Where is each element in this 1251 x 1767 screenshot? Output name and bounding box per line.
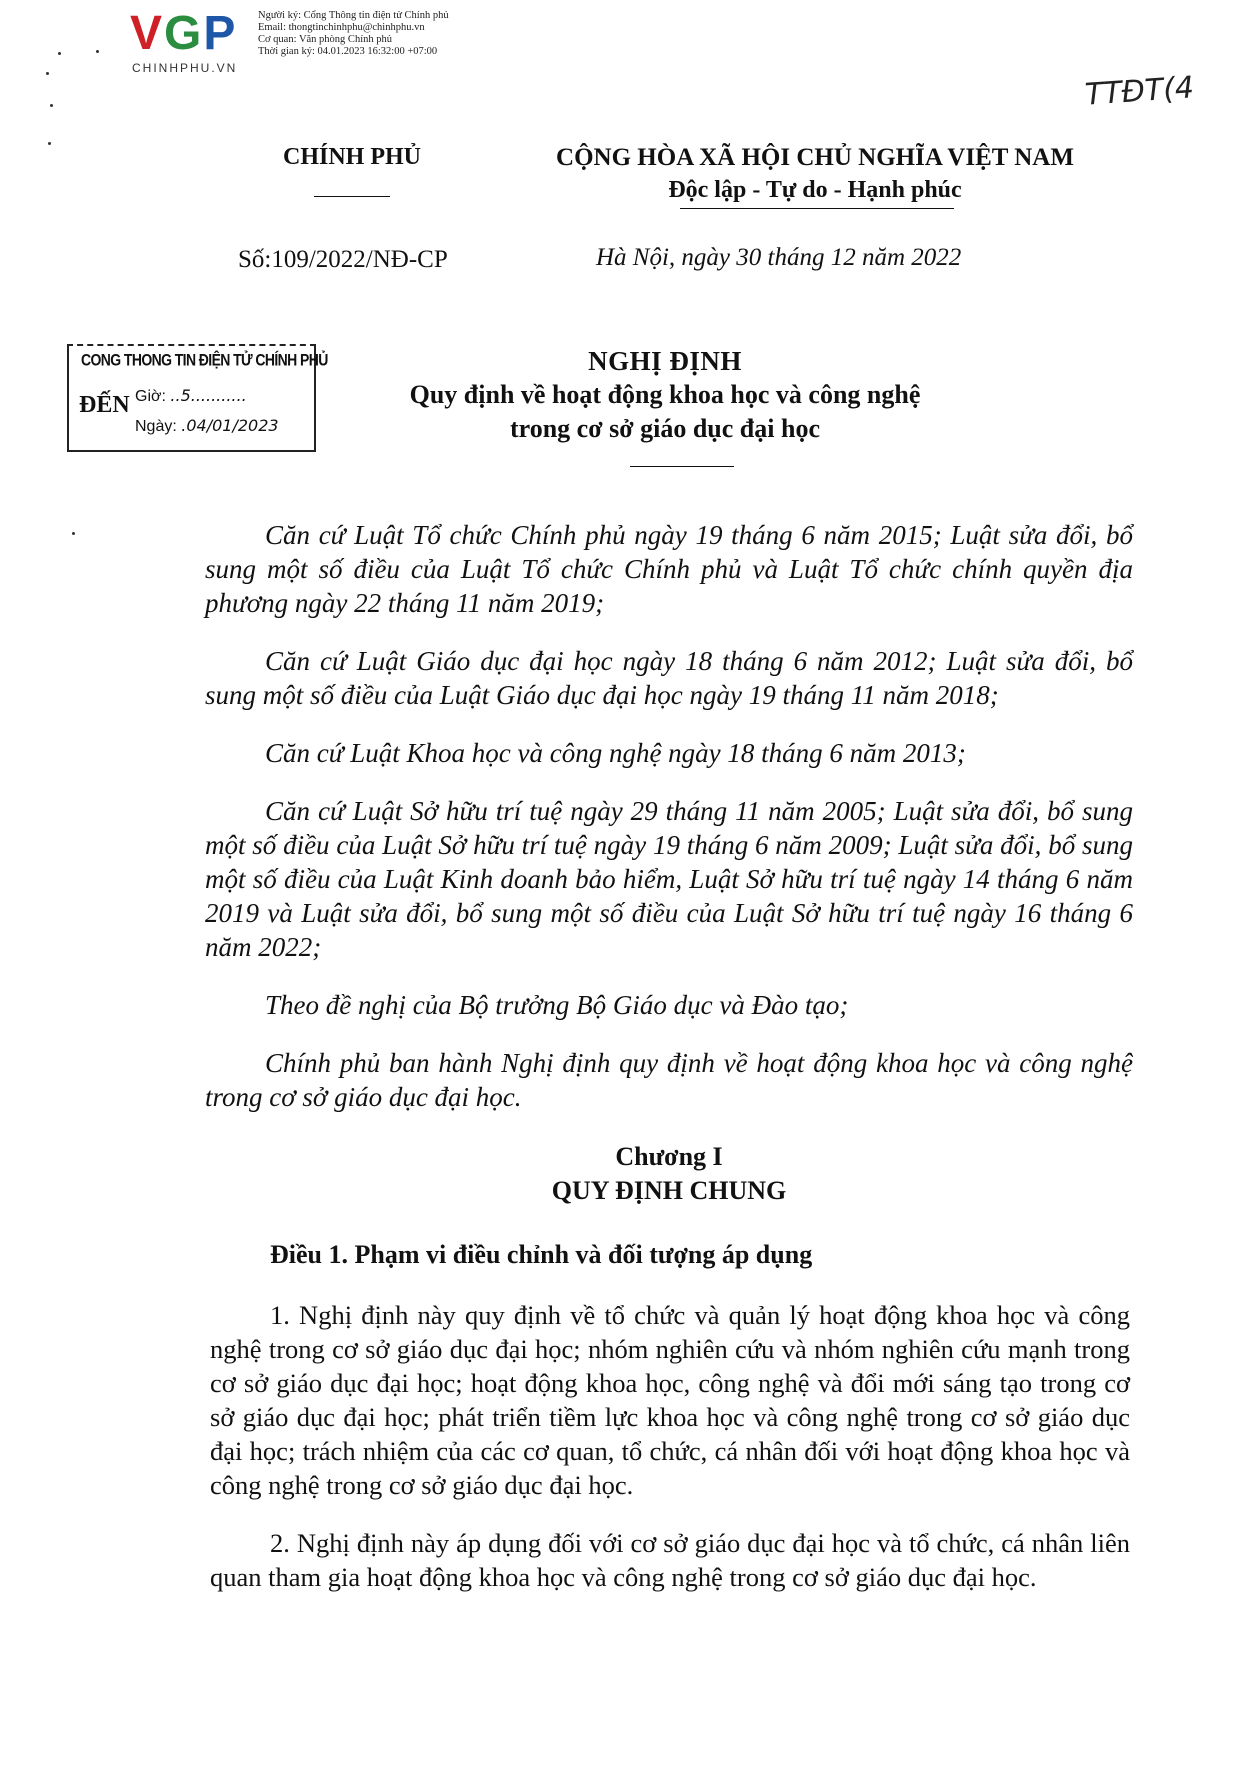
- received-stamp: [67, 344, 328, 452]
- chapter-label: Chương I: [615, 1142, 723, 1171]
- preamble-paragraph: Căn cứ Luật Tổ chức Chính phủ ngày 19 tháng 6 năm 2015; Luật sửa đổi, bổ sung một số điều của Luật Tổ chức Chính phủ và Luật Tổ chức chính quyền địa phương ngày 22 tháng 11 năm 2019;: [205, 520, 1133, 618]
- title-line-2: trong cơ sở giáo dục đại học: [509, 414, 820, 443]
- preamble-paragraph: Căn cứ Luật Sở hữu trí tuệ ngày 29 tháng 11 năm 2005; Luật sửa đổi, bổ sung một số điều của Luật Sở hữu trí tuệ ngày 19 tháng 6 năm 2009; Luật sửa đổi, bổ sung một số điều của Luật Kinh doanh bảo hiểm, Luật Sở hữu trí tuệ ngày 14 tháng 6 năm 2019 và Luật sửa đổi, bổ sung một số điều của Luật Sở hữu trí tuệ ngày 16 tháng 6 năm 2022;: [205, 796, 1133, 962]
- stamp-date-row: [135, 416, 279, 436]
- vgp-logo-p: P: [203, 7, 238, 60]
- stamp-org: CONG THONG TIN ĐIỆN TỬ CHÍNH PHỦ: [81, 350, 328, 370]
- digital-signature: [258, 10, 449, 58]
- signature-time: Thời gian ký: 04.01.2023 16:32:00 +07:00: [258, 46, 438, 57]
- stamp-date-value: .04/01/2023: [181, 416, 279, 435]
- vgp-logo-v: V: [130, 7, 165, 60]
- document-title: [360, 344, 970, 446]
- title-line-1: Quy định về hoạt động khoa học và công nghệ: [409, 380, 921, 409]
- vgp-logo: [130, 6, 237, 62]
- preamble: [205, 518, 1133, 1138]
- scan-speck: [46, 72, 49, 75]
- issuer-underline: [314, 196, 390, 197]
- scan-speck: [50, 104, 53, 107]
- national-heading: [520, 142, 1110, 206]
- article-clause: 2. Nghị định này áp dụng đối với cơ sở giáo dục đại học và tổ chức, cá nhân liên quan tham gia hoạt động khoa học và công nghệ trong cơ sở giáo dục đại học.: [210, 1528, 1130, 1592]
- logo-site: CHINHPHU.VN: [132, 61, 238, 75]
- doc-type: NGHỊ ĐỊNH: [588, 346, 742, 376]
- scan-speck: [96, 50, 99, 53]
- place-date: Hà Nội, ngày 30 tháng 12 năm 2022: [596, 244, 962, 271]
- article-heading: Điều 1. Phạm vi điều chỉnh và đối tượng áp dụng: [270, 1240, 813, 1269]
- chapter-name: QUY ĐỊNH CHUNG: [551, 1176, 787, 1205]
- stamp-time-row: [135, 386, 247, 406]
- chapter-heading: [205, 1140, 1133, 1208]
- preamble-paragraph: Căn cứ Luật Giáo dục đại học ngày 18 tháng 6 năm 2012; Luật sửa đổi, bổ sung một số điều của Luật Giáo dục đại học ngày 19 tháng 11 năm 2018;: [205, 646, 1133, 710]
- preamble-paragraph: Căn cứ Luật Khoa học và công nghệ ngày 18 tháng 6 năm 2013;: [265, 738, 966, 768]
- document-number: Số:109/2022/NĐ-CP: [238, 246, 448, 273]
- article-body: [210, 1298, 1130, 1618]
- signature-agency: Cơ quan: Văn phòng Chính phủ: [258, 34, 392, 45]
- scan-speck: [58, 52, 61, 55]
- preamble-paragraph: Chính phủ ban hành Nghị định quy định về hoạt động khoa học và công nghệ trong cơ sở giáo dục đại học.: [205, 1048, 1133, 1112]
- stamp-date-label: Ngày:: [135, 418, 177, 435]
- preamble-paragraph: Theo đề nghị của Bộ trưởng Bộ Giáo dục và Đào tạo;: [265, 990, 849, 1020]
- signature-signer: Người ký: Cổng Thông tin điện tử Chính phủ: [258, 10, 449, 21]
- title-underline: [630, 466, 734, 467]
- stamp-time-label: Giờ:: [135, 388, 166, 405]
- handwritten-note: TTĐT(4: [1083, 70, 1196, 113]
- scan-speck: [72, 532, 75, 535]
- issuer: CHÍNH PHỦ: [283, 144, 421, 170]
- scan-speck: [48, 142, 51, 145]
- stamp-den: ĐẾN: [79, 392, 130, 418]
- nation-name: CỘNG HÒA XÃ HỘI CHỦ NGHĨA VIỆT NAM: [556, 144, 1074, 171]
- signature-email: Email: thongtinchinhphu@chinhphu.vn: [258, 22, 425, 33]
- stamp-time-value: ..5...........: [170, 386, 247, 405]
- motto-underline: [680, 208, 954, 209]
- article-clause: 1. Nghị định này quy định về tổ chức và quản lý hoạt động khoa học và công nghệ trong cơ sở giáo dục đại học; nhóm nghiên cứu và nhóm nghiên cứu mạnh trong cơ sở giáo dục đại học; hoạt động khoa học, công nghệ và đổi mới sáng tạo trong cơ sở giáo dục đại học; phát triển tiềm lực khoa học và công nghệ trong cơ sở giáo dục đại học; trách nhiệm của các cơ quan, tổ chức, cá nhân đối với hoạt động khoa học và công nghệ trong cơ sở giáo dục đại học.: [210, 1300, 1130, 1500]
- vgp-logo-g: G: [164, 7, 204, 60]
- national-motto: Độc lập - Tự do - Hạnh phúc: [668, 177, 962, 203]
